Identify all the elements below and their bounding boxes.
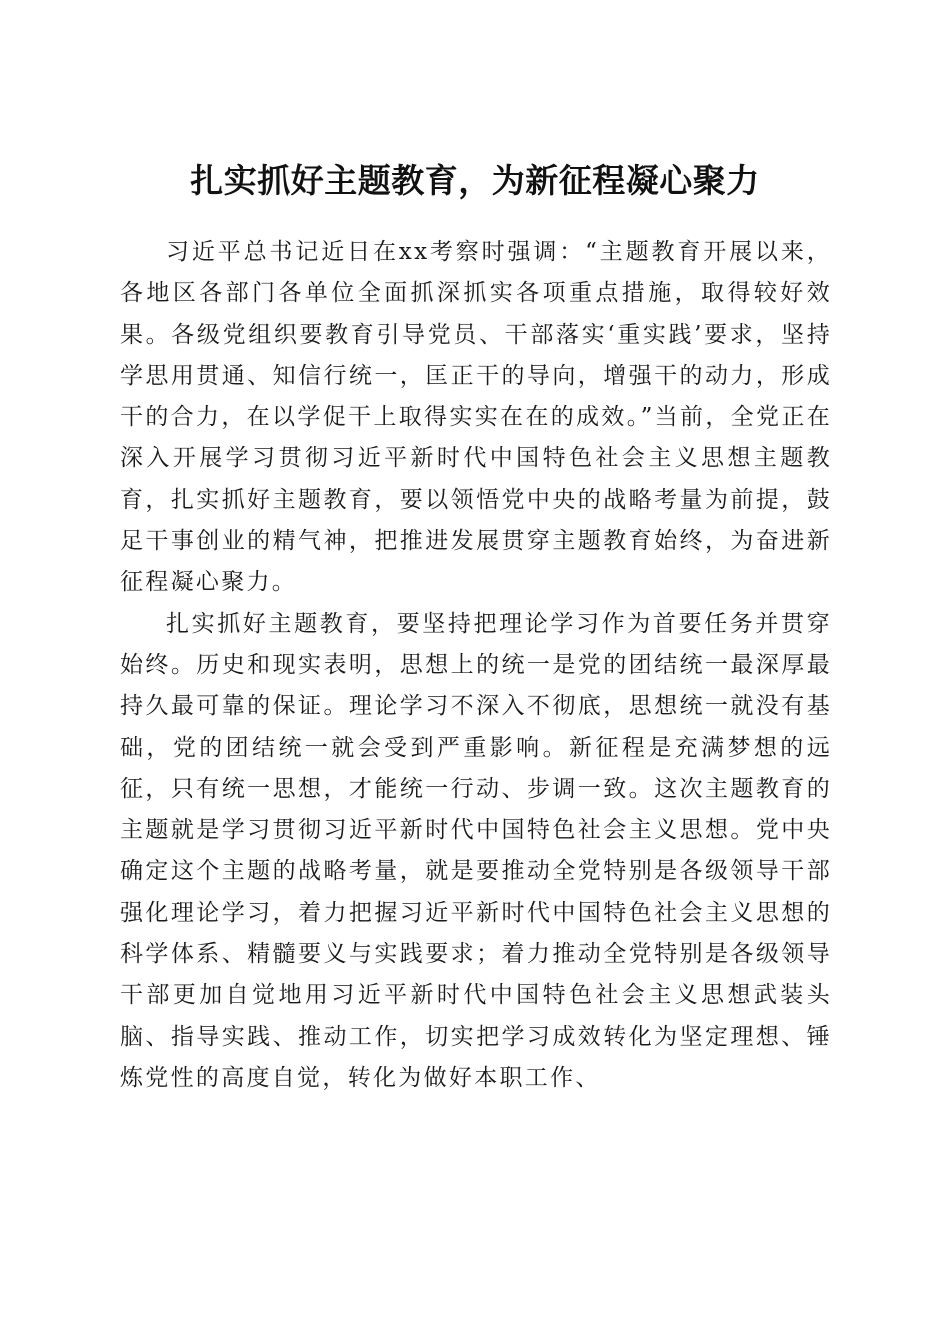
paragraph-1: 习近平总书记近日在xx考察时强调：“主题教育开展以来，各地区各部门各单位全面抓深抓实各项重点措施，取得较好效果。各级党组织要教育引导党员、干部落实‘重实践’要求，坚持学思用贯通、知信行统一，匡正干的导向，增强干的动力，形成干的合力，在以学促干上取得实实在在的成效。”当前，全党正在深入开展学习贯彻习近平新时代中国特色社会主义思想主题教育，扎实抓好主题教育，要以领悟党中央的战略考量为前提，鼓足干事创业的精气神，把推进发展贯穿主题教育始终，为奋进新征程凝心聚力。 <box>120 239 832 596</box>
paragraph-2: 扎实抓好主题教育，要坚持把理论学习作为首要任务并贯穿始终。历史和现实表明，思想上的统一是党的团结统一最深厚最持久最可靠的保证。理论学习不深入不彻底，思想统一就没有基础，党的团结统一就会受到严重影响。新征程是充满梦想的远征，只有统一思想，才能统一行动、步调一致。这次主题教育的主题就是学习贯彻习近平新时代中国特色社会主义思想。党中央确定这个主题的战略考量，就是要推动全党特别是各级领导干部强化理论学习，着力把握习近平新时代中国特色社会主义思想的科学体系、精髓要义与实践要求；着力推动全党特别是各级领导干部更加自觉地用习近平新时代中国特色社会主义思想武装头脑、指导实践、推动工作，切实把学习成效转化为坚定理想、锤炼党性的高度自觉，转化为做好本职工作、 <box>120 610 832 1091</box>
page-title: 扎实抓好主题教育，为新征程凝心聚力 <box>190 161 760 201</box>
article-body <box>120 232 832 1099</box>
